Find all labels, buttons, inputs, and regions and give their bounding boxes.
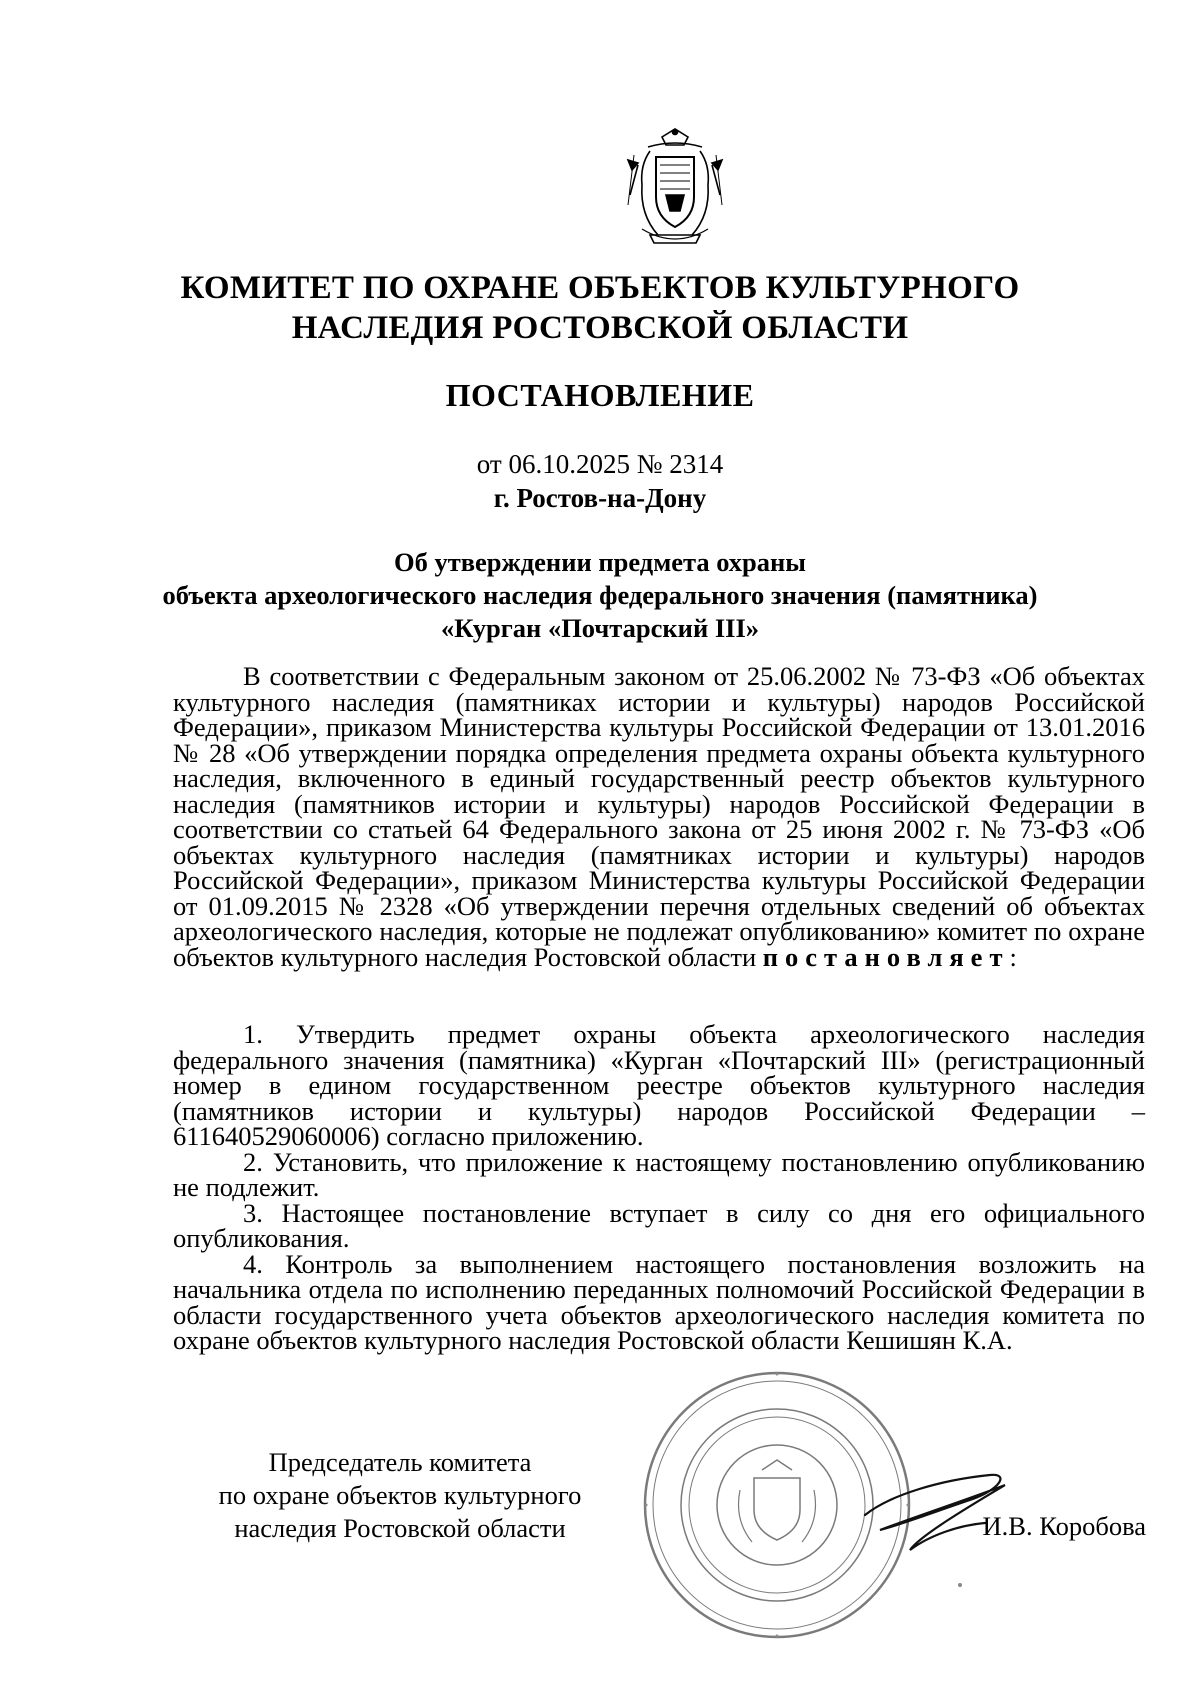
subject-line-2: объекта археологического наследия федерального значения (памятника) (162, 580, 1038, 610)
org-line-2: НАСЛЕДИЯ РОСТОВСКОЙ ОБЛАСТИ (291, 310, 909, 346)
preamble-paragraph (173, 661, 1145, 972)
organization-name (150, 268, 1050, 348)
signer-title-line-2: по охране объектов культурного (218, 1480, 582, 1510)
coat-of-arms-icon (620, 125, 730, 250)
resolve-word: постановляет (762, 941, 1010, 972)
preamble-text: В соответствии с Федеральным законом от 25.06.2002 № 73-ФЗ «Об объектах культурного наследия (памятниках истории и культуры) народов Российской Федерации», приказом Министерства культуры Российской Федерации от 13.01.2016 № 28 «Об утверждении порядка определения предмета охраны объекта культурного наследия, включенного в единый государственный реестр объектов культурного наследия (памятников истории и культуры) народов Российской Федерации в соответствии со статьей 64 Федерального закона от 25 июня 2002 г. № 73-ФЗ «Об объектах культурного наследия (памятниках истории и культуры) народов Российской Федерации», приказом Министерства культуры Российской Федерации от 01.09.2015 № 2328 «Об утверждении перечня отдельных сведений об объектах археологического наследия, которые не подлежат опубликованию» комитет по охране объектов культурного наследия Ростовской области (173, 661, 1145, 972)
document-number: от 06.10.2025 № 2314 (476, 449, 724, 479)
signer-title (180, 1446, 620, 1545)
document-type: ПОСТАНОВЛЕНИЕ (445, 377, 755, 413)
stray-mark (958, 1583, 962, 1587)
resolve-colon: : (1009, 941, 1017, 972)
org-line-1: КОМИТЕТ ПО ОХРАНЕ ОБЪЕКТОВ КУЛЬТУРНОГО (180, 270, 1020, 306)
resolution-item: 3. Настоящее постановление вступает в силу со дня его официального опубликования. (173, 1197, 1145, 1253)
signer-title-line-3: наследия Ростовской области (234, 1513, 566, 1543)
resolution-item: 2. Установить, что приложение к настоящему постановлению опубликованию не подлежит. (173, 1146, 1145, 1202)
resolution-items (173, 1019, 1145, 1355)
resolution-item: 1. Утвердить предмет охраны объекта археологического наследия федерального значения (памятника) «Курган «Почтарский III» (регистрационный номер в едином государственном реестре объектов культурного наследия (памятников истории и культуры) народов Российской Федерации – 611640529060006) согласно приложению. (173, 1019, 1145, 1151)
signer-title-line-1: Председатель комитета (268, 1447, 532, 1477)
signer-name: И.В. Коробова (982, 1511, 1146, 1541)
resolution-item: 4. Контроль за выполнением настоящего постановления возложить на начальника отдела по исполнению переданных полномочий Российской Федерации в области государственного учета объектов археологического наследия комитета по охране объектов культурного наследия Ростовской области Кешишян К.А. (173, 1248, 1145, 1355)
document-city: г. Ростов-на-Дону (493, 483, 707, 513)
subject-line-3: «Курган «Почтарский III» (440, 613, 760, 643)
subject-line-1: Об утверждении предмета охраны (393, 547, 807, 577)
document-subject (150, 546, 1050, 645)
